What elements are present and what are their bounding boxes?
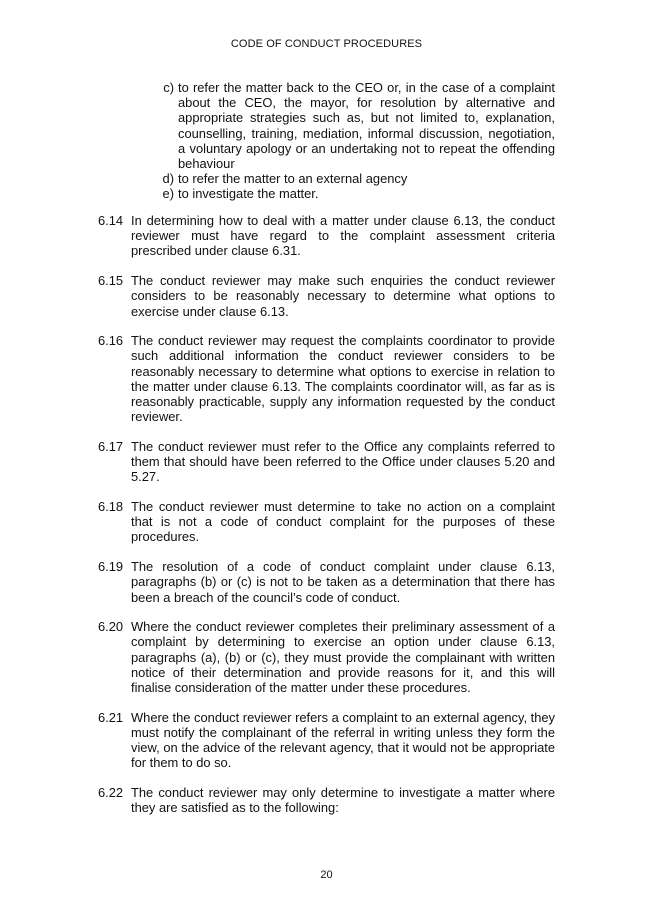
sublist-text: to investigate the matter. xyxy=(178,186,319,202)
clause-text: In determining how to deal with a matter under clause 6.13, the conduct reviewer must have regard to the complaint assessment criteria prescribed under clause 6.31. xyxy=(131,213,555,259)
clause-list xyxy=(98,213,555,830)
clause-number: 6.22 xyxy=(98,785,124,801)
sublist-item-c xyxy=(154,80,555,171)
clause-6-19 xyxy=(98,559,555,605)
page-header: CODE OF CONDUCT PROCEDURES xyxy=(230,38,423,50)
page-number: 20 xyxy=(320,869,333,881)
clause-text: The conduct reviewer may request the complaints coordinator to provide such additional information the conduct reviewer considers to be reasonably necessary to determine what options to exercise in relation to the matter under clause 6.13. The complaints coordinator will, as far as is reasonably practicable, supply any information requested by the conduct reviewer. xyxy=(131,333,555,425)
sublist-item-d xyxy=(154,171,555,186)
clause-text: Where the conduct reviewer completes their preliminary assessment of a complaint by determining to exercise an option under clause 6.13, paragraphs (a), (b) or (c), they must provide the complainant with written notice of their determination and provide reasons for it, and this will finalise consideration of the matter under these procedures. xyxy=(131,619,555,696)
clause-6-14 xyxy=(98,213,555,259)
clause-number: 6.18 xyxy=(98,499,124,515)
clause-text: The conduct reviewer must refer to the Office any complaints referred to them that should have been referred to the Office under clauses 5.20 and 5.27. xyxy=(131,438,555,485)
clause-6-18 xyxy=(98,499,555,545)
clause-number: 6.21 xyxy=(98,709,124,725)
clause-text: The conduct reviewer may make such enquiries the conduct reviewer considers to be reasonably necessary to determine what options to exercise under clause 6.13. xyxy=(131,273,555,319)
clause-number: 6.15 xyxy=(98,273,124,289)
clause-6-17 xyxy=(98,439,555,485)
clause-6-22 xyxy=(98,785,555,815)
sublist-item-e xyxy=(154,186,555,201)
clause-number: 6.17 xyxy=(98,438,124,454)
clause-6-20 xyxy=(98,619,555,695)
clause-6-15 xyxy=(98,273,555,319)
clause-text: The conduct reviewer must determine to take no action on a complaint that is not a code of conduct complaint for the purposes of these procedures. xyxy=(131,499,555,545)
sublist xyxy=(154,80,555,202)
sublist-text: to refer the matter to an external agency xyxy=(178,171,408,187)
sublist-letter: c) xyxy=(163,80,174,95)
sublist-text: to refer the matter back to the CEO or, in the case of a complaint about the CEO, the mayor, for resolution by alternative and appropriate strategies such as, but not limited to, explanation, counselling, training, mediation, informal discussion, negotiation, a voluntary apology or an undertaking not to repeat the offending behaviour xyxy=(178,80,555,172)
sublist-letter: d) xyxy=(162,171,174,187)
clause-number: 6.14 xyxy=(98,213,124,228)
clause-number: 6.19 xyxy=(98,559,124,575)
sublist-letter: e) xyxy=(162,186,174,202)
clause-number: 6.16 xyxy=(98,333,124,349)
clause-number: 6.20 xyxy=(98,619,124,635)
clause-text: The conduct reviewer may only determine to investigate a matter where they are satisfied as to the following: xyxy=(131,785,555,816)
clause-text: Where the conduct reviewer refers a complaint to an external agency, they must notify the complainant of the referral in writing unless they form the view, on the advice of the relevant agency, that it would not be appropriate for them to do so. xyxy=(131,709,555,771)
clause-6-21 xyxy=(98,710,555,771)
clause-text: The resolution of a code of conduct complaint under clause 6.13, paragraphs (b) or (c) is not to be taken as a determination that there has been a breach of the council’s code of conduct. xyxy=(131,559,555,605)
clause-6-16 xyxy=(98,333,555,424)
